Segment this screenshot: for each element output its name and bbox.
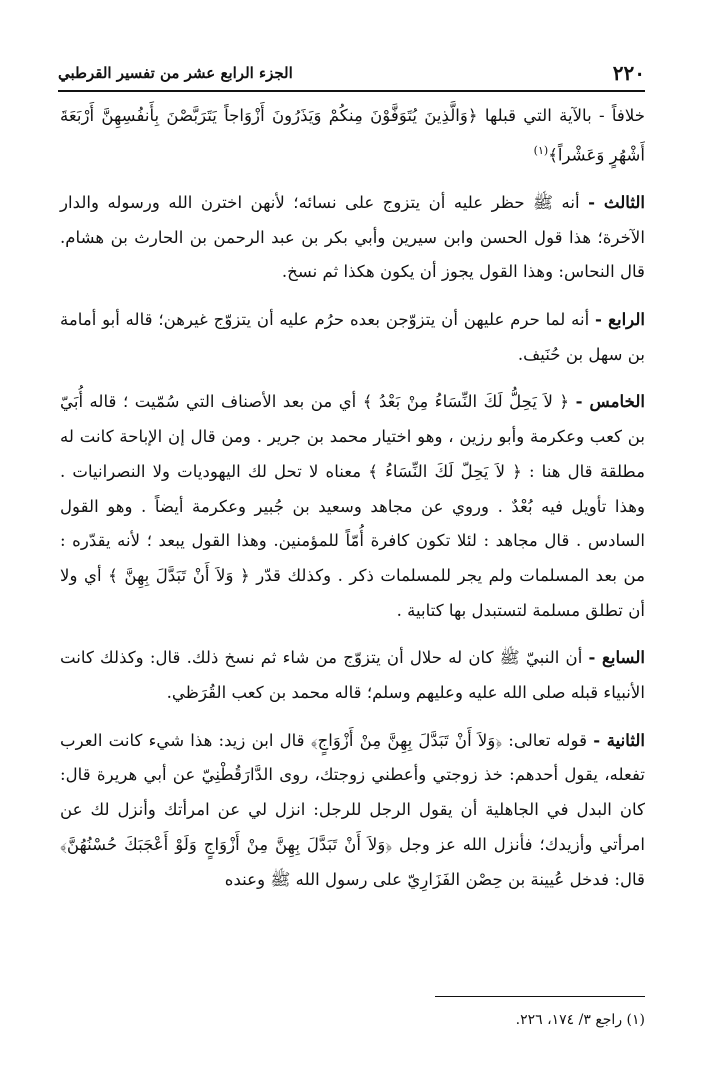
paragraph bbox=[60, 384, 645, 628]
header-divider bbox=[58, 90, 645, 92]
paragraph bbox=[60, 185, 645, 290]
running-header bbox=[58, 58, 645, 88]
paragraph bbox=[60, 723, 645, 898]
paragraph bbox=[60, 302, 645, 372]
paragraph-text: أن النبيّ ﷺ كان له حلال أن يتزوّج من شاء ثم نسخ ذلك. قال: وكذلك كانت الأنبياء قبله صلى الله عليه وعليهم وسلم؛ قاله محمد بن كعب القُرَظي. bbox=[60, 648, 645, 703]
paragraph-text: قوله تعالى: ﴿وَلاَ أَنْ تَبَدَّلَ بِهِنَّ مِنْ أَزْوَاجٍ﴾ قال ابن زيد: هذا شيء كانت العرب تفعله، يقول أحدهم: خذ زوجتي وأعطني زوجتك، روى الدَّارَقُطْنِيّ عن أبي هريرة قال: كان البدل في الجاهلية أن يقول الرجل للرجل: انزل لي عن امرأتك وأنزل لك عن امرأتي وأزيدك؛ فأنزل الله عز وجل ﴿وَلاَ أَنْ تَبَدَّلَ بِهِنَّ مِنْ أَزْوَاجٍ وَلَوْ أَعْجَبَكَ حُسْنُهُنَّ﴾ قال: فدخل عُيينة بن حِصْن الفَزَارِيّ على رسول الله ﷺ وعنده bbox=[60, 730, 645, 889]
paragraph-text: أنه لما حرم عليهن أن يتزوّجن بعده حرُم عليه أن يتزوّج غيرهن؛ قاله أبو أمامة بن سهل بن حُنَيف. bbox=[60, 310, 645, 364]
paragraph-lead: الثالث - bbox=[588, 191, 646, 212]
paragraph-text: أنه ﷺ حظر عليه أن يتزوج على نسائه؛ لأنهن اخترن الله ورسوله والدار الآخرة؛ هذا قول الحسن وابن سيرين وأبي بكر بن عبد الرحمن بن الحارث بن هشام. قال النحاس: وهذا القول يجوز أن يكون هكذا ثم نسخ. bbox=[60, 192, 645, 282]
paragraph-lead: السابع - bbox=[588, 647, 646, 668]
body-text bbox=[60, 98, 645, 909]
paragraph-text: ﴿ لاَ يَحِلُّ لَكَ النِّسَاءُ مِنْ بَعْدُ ﴾ أي من بعد الأصناف التي سُمّيت ؛ قاله أُبَيّ بن كعب وعكرمة وأبو رزين ، وهو اختيار محمد بن جرير . ومن قال إن الإباحة كانت له مطلقة قال هنا : ﴿ لاَ يَحِلّ لَكَ النِّسَاءُ ﴾ معناه لا تحل لك اليهوديات ولا النصرانيات . وهذا تأويل فيه بُعْدٌ . وروي عن مجاهد وسعيد بن جُبير وعكرمة أيضاً . وهو القول السادس . قال مجاهد : لئلا تكون كافرة أُمّاً للمؤمنين. وهذا القول يبعد ؛ لأنه يقدّره : من بعد المسلمات ولم يجر للمسلمات ذكر . وكذلك قدّر ﴿ وَلاَ أَنْ تَبَدَّلَ بِهِنَّ ﴾ أي ولا أن تطلق مسلمة لتستبدل بها كتابية . bbox=[60, 392, 645, 620]
paragraph-text: خلافاً - بالآية التي قبلها ﴿وَالَّذِينَ يُتَوَفَّوْنَ مِنكُمْ وَيَذَرُونَ أَزْوَاجاً يَتَرَبَّصْنَ بِأَنفُسِهِنَّ أَرْبَعَةَ أَشْهُرٍ وَعَشْراً﴾ bbox=[60, 106, 645, 165]
running-title: الجزء الرابع عشر من تفسير القرطبي bbox=[58, 64, 293, 82]
footnote: (١) راجع ٣/ ١٧٤، ٢٢٦. bbox=[515, 1012, 645, 1028]
paragraph-lead: الرابع - bbox=[594, 309, 645, 330]
page-number: ٢٢٠ bbox=[612, 61, 645, 85]
footnote-divider bbox=[435, 996, 645, 997]
paragraph bbox=[60, 98, 645, 173]
paragraph-lead: الخامس - bbox=[575, 391, 645, 412]
paragraph bbox=[60, 640, 645, 710]
footnote-marker: (١) bbox=[533, 143, 549, 157]
paragraph-lead: الثانية - bbox=[593, 729, 646, 750]
